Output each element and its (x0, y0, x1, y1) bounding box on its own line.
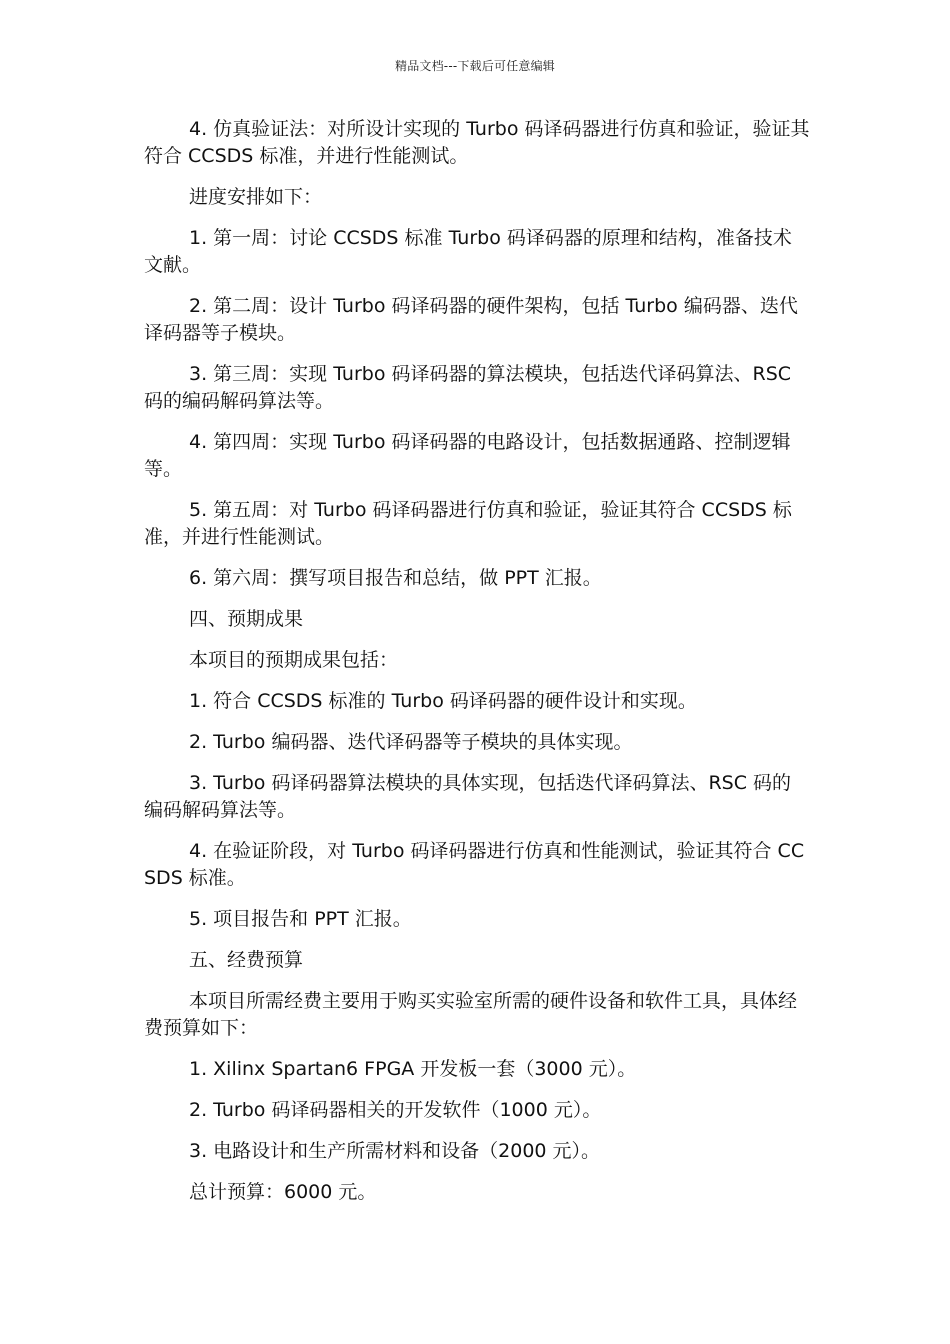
paragraph-week-2: 2. 第二周：设计 Turbo 码译码器的硬件架构，包括 Turbo 编码器、迭代译码器等子模块。 (144, 295, 798, 344)
paragraph-budget-item-3: 3. 电路设计和生产所需材料和设备（2000 元）。 (189, 1140, 601, 1162)
paragraph-week-4: 4. 第四周：实现 Turbo 码译码器的电路设计，包括数据通路、控制逻辑等。 (144, 431, 791, 480)
paragraph-result-4: 4. 在验证阶段，对 Turbo 码译码器进行仿真和性能测试，验证其符合 CCSDS 标准。 (144, 840, 805, 889)
paragraph-result-1: 1. 符合 CCSDS 标准的 Turbo 码译码器的硬件设计和实现。 (189, 690, 697, 712)
paragraph-result-5: 5. 项目报告和 PPT 汇报。 (189, 908, 412, 930)
paragraph-result-2: 2. Turbo 编码器、迭代译码器等子模块的具体实现。 (189, 731, 633, 753)
section-heading-budget: 五、经费预算 (189, 949, 304, 971)
paragraph-budget-item-2: 2. Turbo 码译码器相关的开发软件（1000 元）。 (189, 1099, 602, 1121)
paragraph-results-intro: 本项目的预期成果包括： (189, 649, 399, 671)
paragraph-week-3: 3. 第三周：实现 Turbo 码译码器的算法模块，包括迭代译码算法、RSC 码的编码解码算法等。 (144, 363, 792, 412)
paragraph-simulation-method: 4. 仿真验证法：对所设计实现的 Turbo 码译码器进行仿真和验证，验证其符合 CCSDS 标准，并进行性能测试。 (144, 118, 810, 167)
paragraph-budget-item-1: 1. Xilinx Spartan6 FPGA 开发板一套（3000 元）。 (189, 1058, 637, 1080)
paragraph-result-3: 3. Turbo 码译码器算法模块的具体实现，包括迭代译码算法、RSC 码的编码解码算法等。 (144, 772, 792, 821)
paragraph-week-5: 5. 第五周：对 Turbo 码译码器进行仿真和验证，验证其符合 CCSDS 标准，并进行性能测试。 (144, 499, 792, 548)
section-heading-expected-results: 四、预期成果 (189, 608, 304, 630)
paragraph-week-1: 1. 第一周：讨论 CCSDS 标准 Turbo 码译码器的原理和结构，准备技术文献。 (144, 227, 792, 276)
document-body (144, 116, 810, 1220)
paragraph-week-6: 6. 第六周：撰写项目报告和总结，做 PPT 汇报。 (189, 567, 602, 589)
page-header: 精品文档---下载后可任意编辑 (395, 59, 555, 73)
paragraph-budget-intro: 本项目所需经费主要用于购买实验室所需的硬件设备和软件工具，具体经费预算如下： (144, 990, 798, 1039)
paragraph-schedule-intro: 进度安排如下： (189, 186, 323, 208)
paragraph-budget-total: 总计预算：6000 元。 (189, 1181, 377, 1203)
